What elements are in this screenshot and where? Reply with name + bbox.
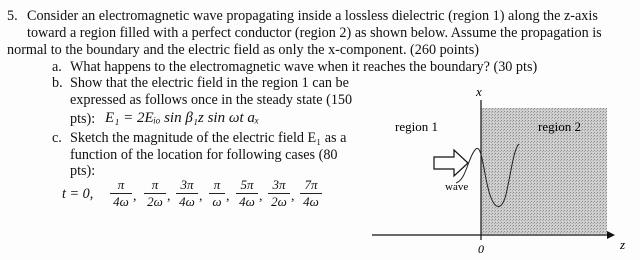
region-1-label: region 1 [395, 119, 438, 134]
time-fraction: π ω [209, 178, 225, 209]
time-fraction: 3π 4ω [176, 178, 198, 209]
origin-label: 0 [478, 242, 484, 256]
x-axis-label: x [476, 84, 482, 99]
z-axis-label: z [620, 237, 626, 252]
part-a-text: What happens to the electromagnetic wave when it reaches the boundary? (30 pts) [70, 59, 538, 75]
part-c-line-3: pts): [70, 163, 96, 179]
time-fraction: π 2ω [144, 178, 166, 209]
part-c-marker: c. [52, 130, 62, 146]
part-b-marker: b. [52, 75, 63, 91]
time-fraction: 3π 2ω [268, 178, 290, 209]
z-axis-arrowhead [607, 231, 615, 239]
part-c-line-1: Sketch the magnitude of the electric field E₁ as a [70, 130, 347, 146]
time-fraction: π 4ω [110, 178, 132, 209]
time-fraction: 5π 4ω [236, 178, 258, 209]
part-b-line-2: expressed as follows once in the steady state (150 [70, 92, 353, 108]
problem-number: 5. [7, 8, 18, 24]
part-b-line-1: Show that the electric field in the region 1 can be [70, 75, 349, 91]
problem-line-2: toward a region filled with a perfect conductor (region 2) as shown below. Assume the propagation is [27, 25, 602, 41]
region-2-label: region 2 [538, 119, 581, 134]
part-a-marker: a. [52, 59, 62, 75]
wave-arrow-icon [434, 150, 468, 176]
time-fraction: 7π 4ω [300, 178, 322, 209]
part-c-line-2: function of the location for following cases (80 [70, 147, 338, 163]
problem-line-1: Consider an electromagnetic wave propagating inside a lossless dielectric (region 1) along the z-axis [27, 8, 598, 24]
problem-line-3: normal to the boundary and the electric field as only the x-component. (260 points) [7, 42, 479, 58]
wave-label: wave [445, 181, 469, 193]
electric-field-equation: E₁ = 2Eᵢₒ sin β₁z sin ωt aₓ [105, 110, 260, 126]
time-t-label: t = 0, [62, 186, 94, 202]
part-b-line-3-prefix: pts): [70, 111, 96, 127]
